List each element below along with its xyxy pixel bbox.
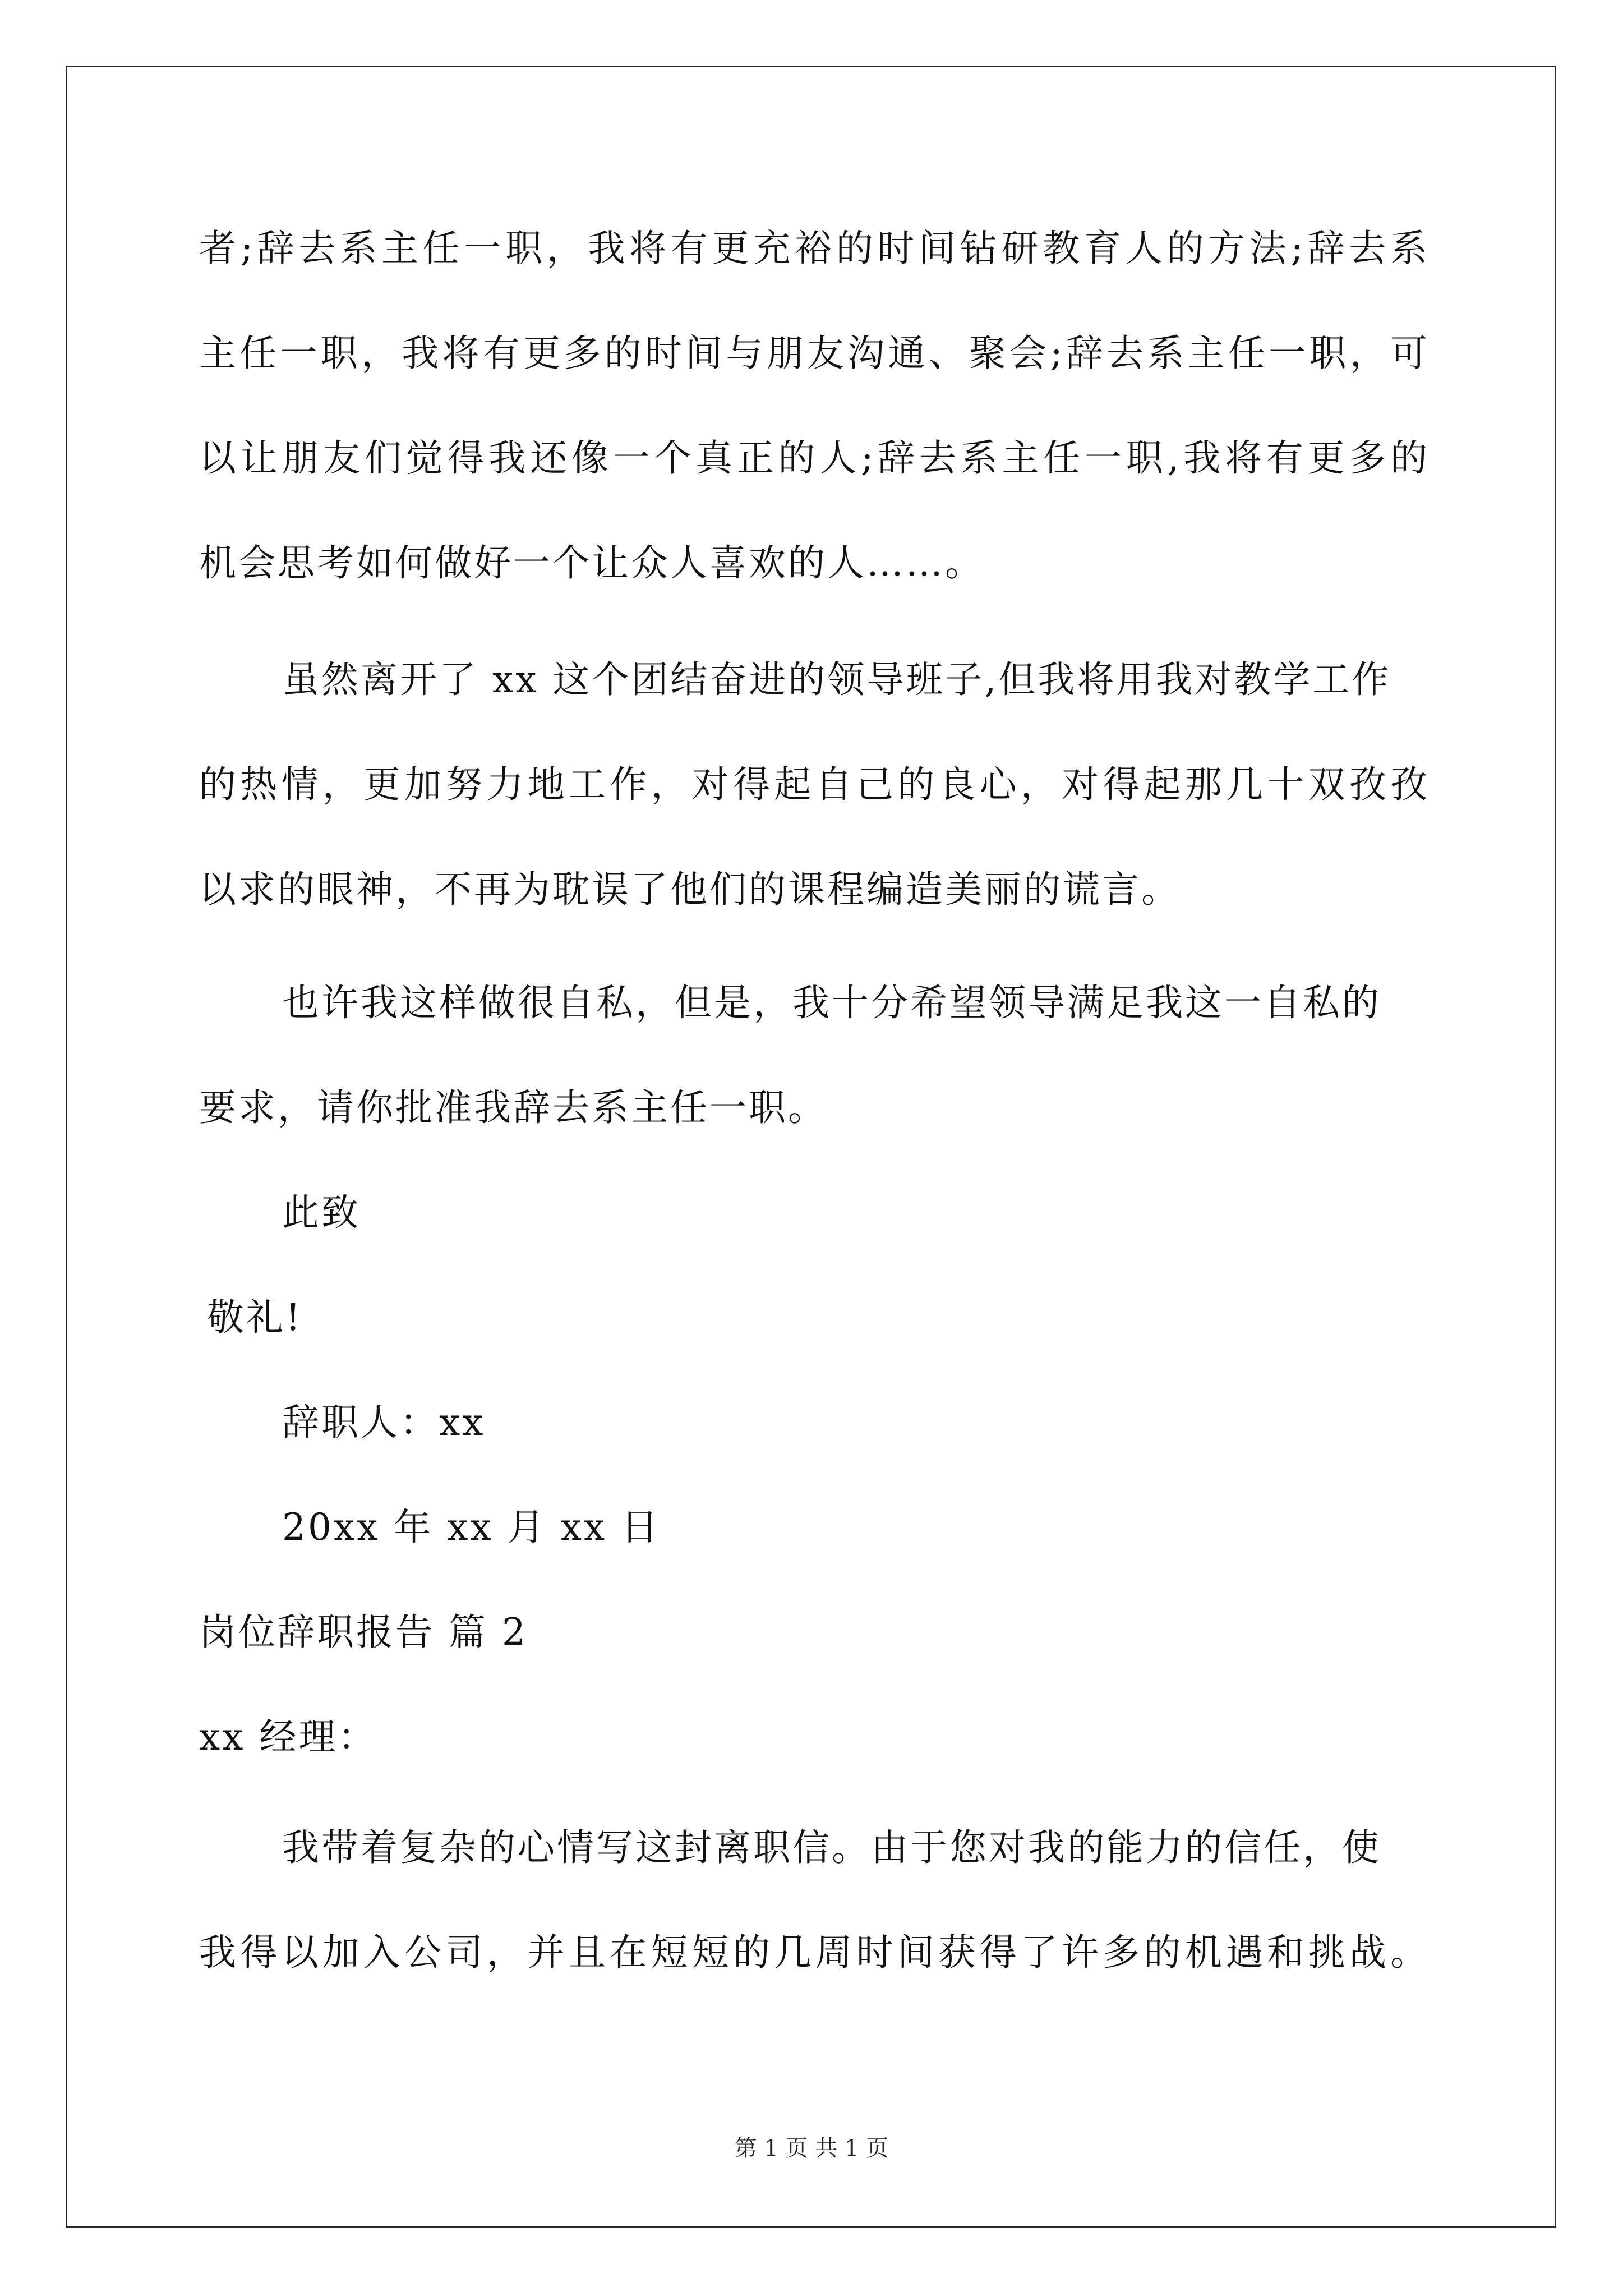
paragraph-line: 主任一职，我将有更多的时间与朋友沟通、聚会;辞去系主任一职，可 [199,332,1427,375]
paragraph-line: 的热情，更加努力地工作，对得起自己的良心，对得起那几十双孜孜 [199,763,1427,806]
letter-greeting: xx 经理： [199,1715,377,1759]
paragraph-line: 我得以加入公司，并且在短短的几周时间获得了许多的机遇和挑战。 [199,1931,1427,1974]
paragraph-line: 以让朋友们觉得我还像一个真正的人;辞去系主任一职,我将有更多的 [199,436,1427,480]
page-border [66,66,1556,2228]
paragraph-line: 者;辞去系主任一职，我将有更充裕的时间钻研教育人的方法;辞去系 [199,227,1427,270]
paragraph-line: 我带着复杂的心情写这封离职信。由于您对我的能力的信任，使 [282,1826,1381,1869]
closing-salutation: 此致 [282,1191,361,1234]
signature-name: 辞职人：xx [282,1401,486,1444]
closing-regards: 敬礼! [207,1296,303,1339]
paragraph-line: 以求的眼神，不再为耽误了他们的课程编造美丽的谎言。 [199,868,1181,911]
paragraph-line: 虽然离开了 xx 这个团结奋进的领导班子,但我将用我对教学工作 [282,658,1391,701]
signature-date: 20xx 年 xx 月 xx 日 [282,1506,661,1549]
section-heading: 岗位辞职报告 篇 2 [199,1611,528,1654]
paragraph-line: 要求，请你批准我辞去系主任一职。 [199,1086,827,1129]
paragraph-line: 也许我这样做很自私，但是，我十分希望领导满足我这一自私的 [282,981,1381,1024]
page-number-footer: 第 1 页 共 1 页 [734,2136,889,2161]
paragraph-line: 机会思考如何做好一个让众人喜欢的人……。 [199,541,984,585]
